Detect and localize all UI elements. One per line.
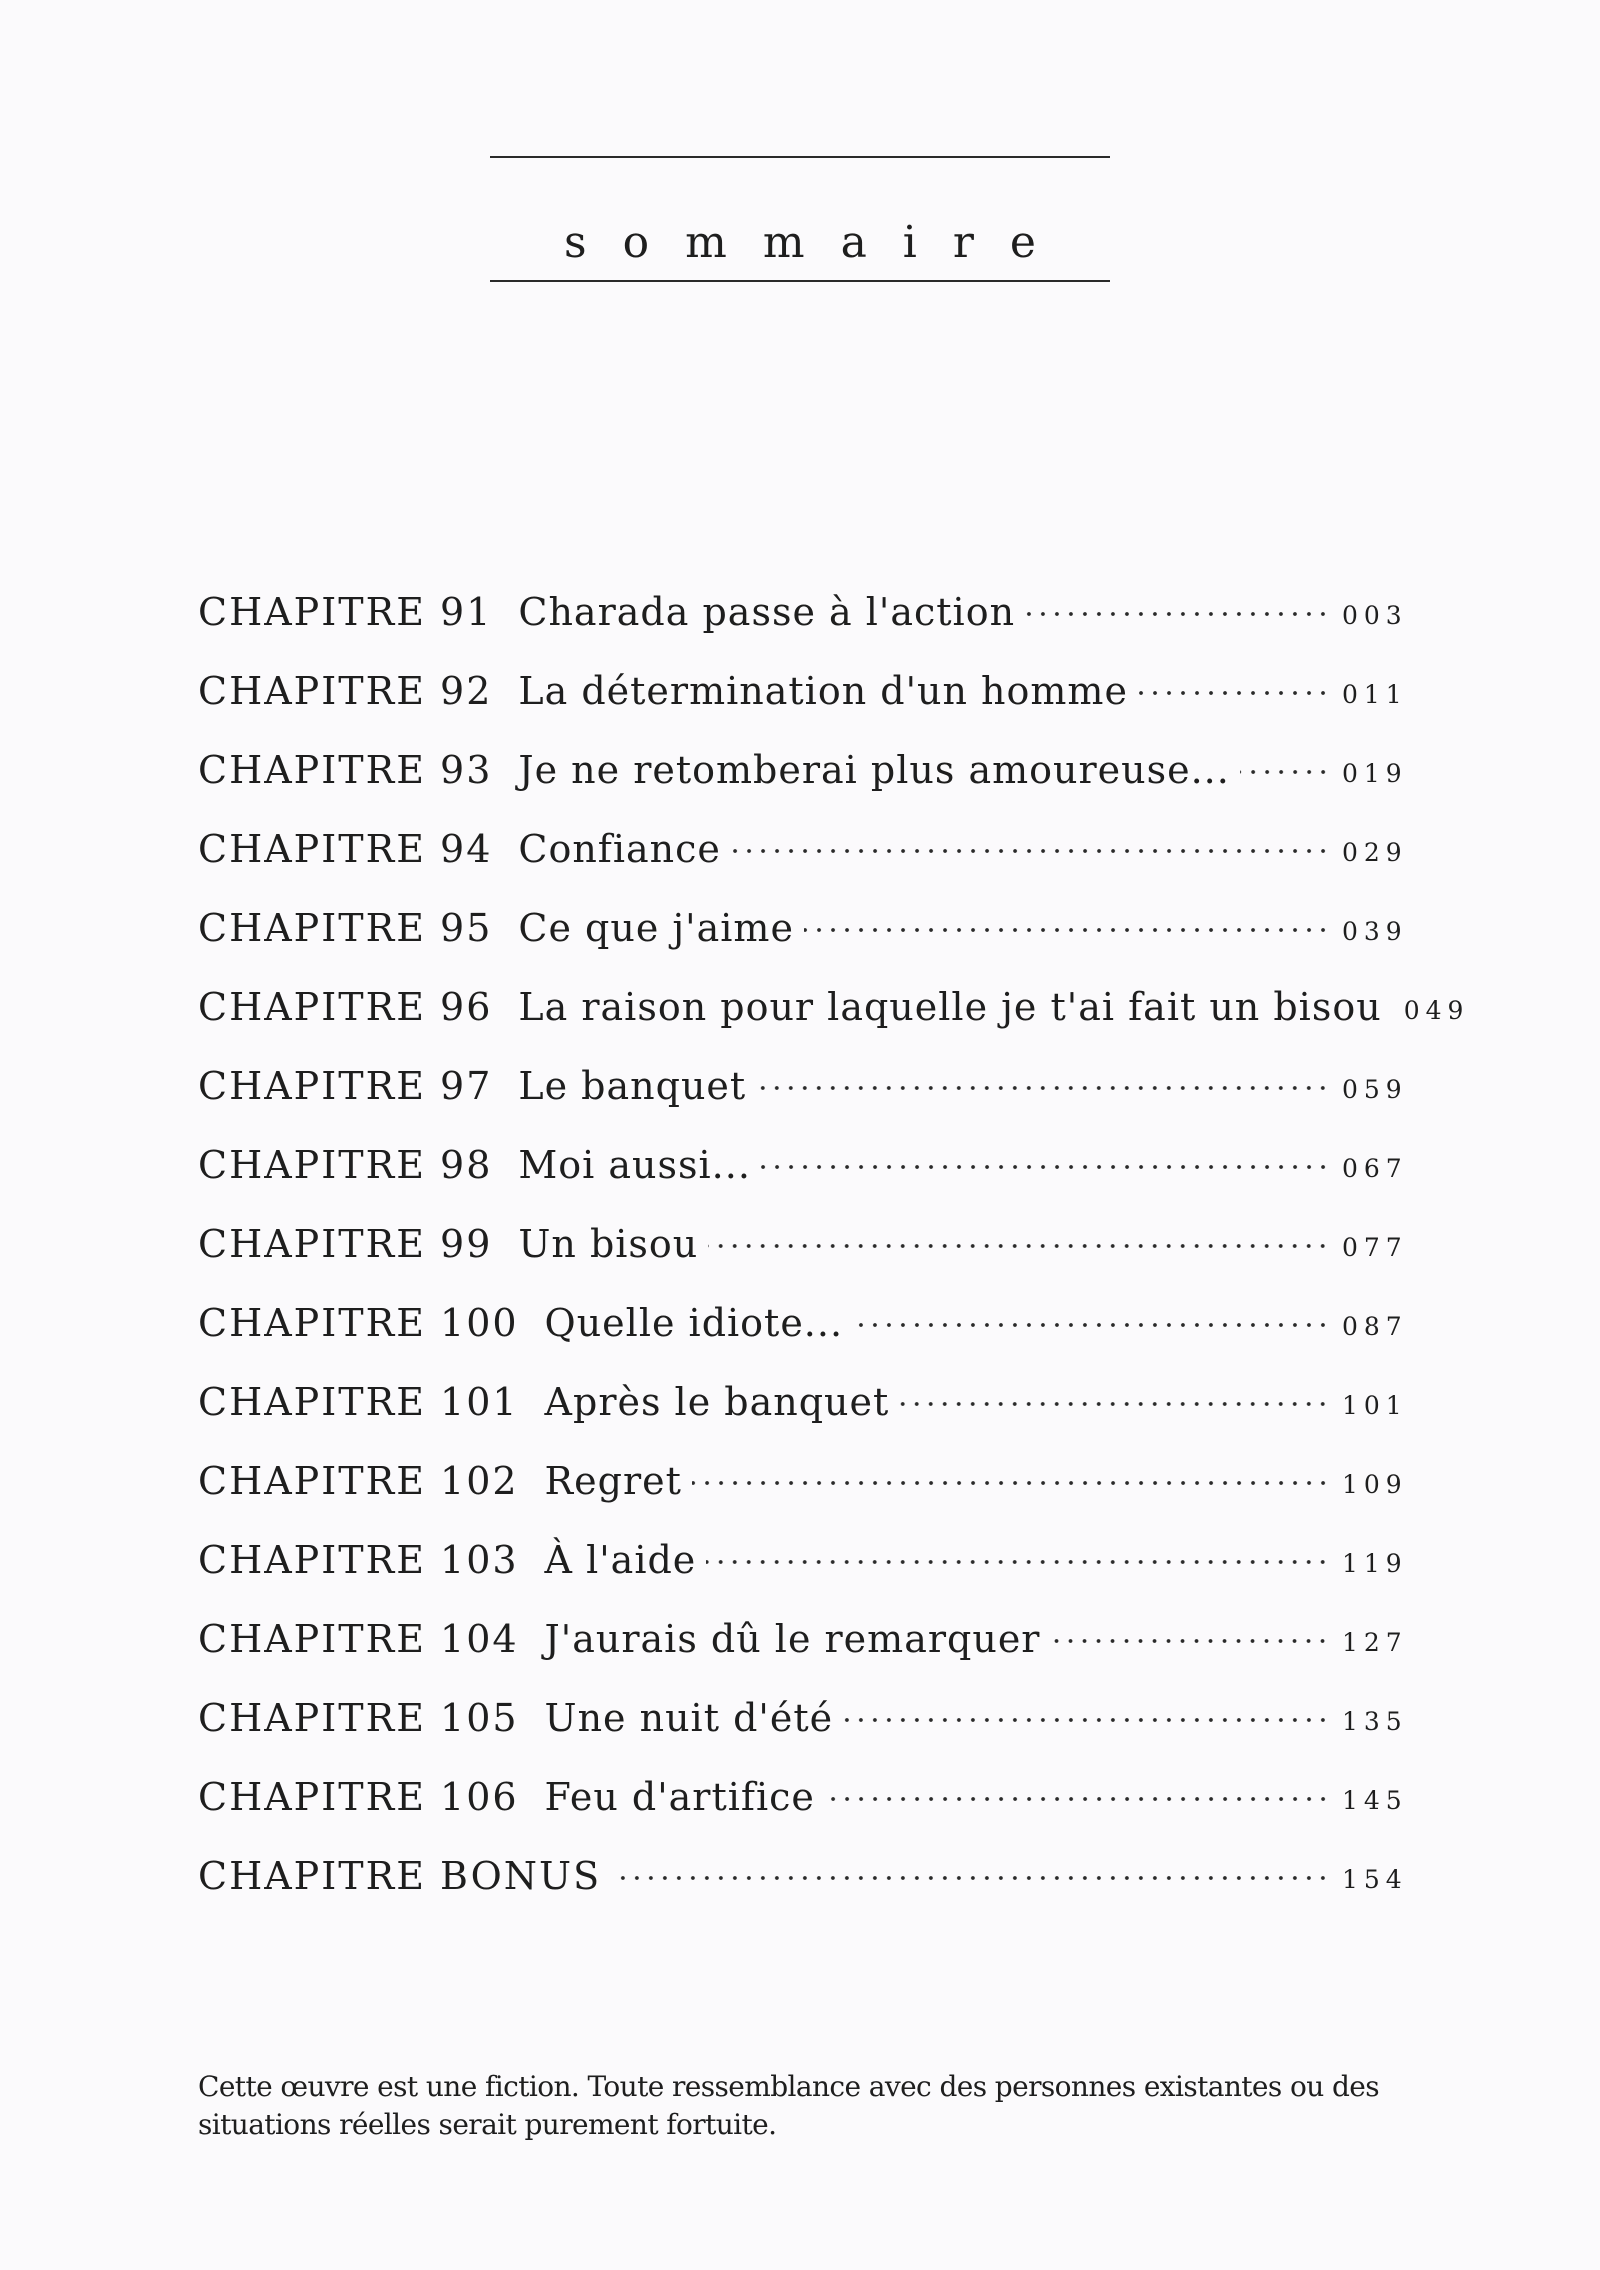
- page-title: sommaire: [564, 217, 1072, 269]
- page-number: 039: [1342, 917, 1408, 946]
- title-block: [490, 156, 1110, 282]
- dot-leader: [1240, 769, 1330, 775]
- toc-row: [198, 1757, 1406, 1836]
- toc-row: [198, 1836, 1406, 1915]
- chapter-title: Ce que j'aime: [518, 905, 794, 950]
- page-number: 011: [1342, 680, 1408, 709]
- dot-leader: [706, 1559, 1330, 1565]
- chapter-number: CHAPITRE 91: [198, 589, 493, 634]
- chapter-title: La raison pour laquelle je t'ai fait un bisou: [518, 984, 1382, 1029]
- chapter-number: CHAPITRE 95: [198, 905, 493, 950]
- page-number: 067: [1342, 1154, 1408, 1183]
- toc-row: [198, 572, 1406, 651]
- chapter-number: CHAPITRE BONUS: [198, 1853, 602, 1898]
- toc-row: [198, 1520, 1406, 1599]
- toc-row: [198, 1046, 1406, 1125]
- chapter-title: Une nuit d'été: [544, 1695, 834, 1740]
- dot-leader: [611, 1875, 1330, 1881]
- toc-row: [198, 967, 1470, 1046]
- toc-row: [198, 809, 1406, 888]
- chapter-title: Regret: [544, 1458, 682, 1503]
- page-number: 127: [1342, 1628, 1408, 1657]
- chapter-title: J'aurais dû le remarquer: [544, 1616, 1041, 1661]
- chapter-title: Un bisou: [518, 1221, 699, 1266]
- toc-row: [198, 651, 1406, 730]
- title-rule-top: [490, 156, 1110, 158]
- chapter-title: Feu d'artifice: [544, 1774, 815, 1819]
- toc-row: [198, 1125, 1406, 1204]
- dot-leader: [692, 1480, 1330, 1486]
- dot-leader: [825, 1796, 1330, 1802]
- chapter-number: CHAPITRE 103: [198, 1537, 519, 1582]
- chapter-number: CHAPITRE 101: [198, 1379, 519, 1424]
- toc-row: [198, 888, 1406, 967]
- page-number: 119: [1342, 1549, 1408, 1578]
- chapter-title: Moi aussi...: [518, 1142, 751, 1187]
- chapter-title: Le banquet: [518, 1063, 747, 1108]
- page-number: 109: [1342, 1470, 1408, 1499]
- chapter-number: CHAPITRE 97: [198, 1063, 493, 1108]
- toc-row: [198, 1599, 1406, 1678]
- page-number: 087: [1342, 1312, 1408, 1341]
- chapter-number: CHAPITRE 102: [198, 1458, 519, 1503]
- page-number: 049: [1403, 996, 1470, 1025]
- toc-row: [198, 1362, 1406, 1441]
- chapter-title: Je ne retomberai plus amoureuse...: [518, 747, 1230, 792]
- dot-leader: [761, 1164, 1330, 1170]
- toc-row: [198, 730, 1406, 809]
- chapter-title: Quelle idiote...: [544, 1300, 844, 1345]
- dot-leader: [1025, 611, 1330, 617]
- chapter-number: CHAPITRE 100: [198, 1300, 519, 1345]
- fiction-disclaimer: Cette œuvre est une fiction. Toute ressemblance avec des personnes existantes ou des situations réelles serait purement fortuite.: [198, 2070, 1380, 2141]
- dot-leader: [1050, 1638, 1330, 1644]
- dot-leader: [804, 927, 1330, 933]
- page-number: 019: [1342, 759, 1408, 788]
- chapter-list: [198, 572, 1470, 1915]
- dot-leader: [853, 1322, 1330, 1328]
- toc-row: [198, 1441, 1406, 1520]
- dot-leader: [731, 848, 1330, 854]
- dot-leader: [708, 1243, 1330, 1249]
- page-number: 003: [1342, 601, 1408, 630]
- chapter-title: Charada passe à l'action: [518, 589, 1016, 634]
- toc-row: [198, 1678, 1406, 1757]
- toc-row: [198, 1283, 1406, 1362]
- chapter-number: CHAPITRE 96: [198, 984, 493, 1029]
- page-number: 029: [1342, 838, 1408, 867]
- dot-leader: [1138, 690, 1330, 696]
- page-number: 101: [1342, 1391, 1408, 1420]
- dot-leader: [899, 1401, 1330, 1407]
- chapter-title: À l'aide: [544, 1537, 697, 1582]
- chapter-number: CHAPITRE 94: [198, 826, 493, 871]
- dot-leader: [756, 1085, 1330, 1091]
- page-number: 077: [1342, 1233, 1408, 1262]
- page-number: 145: [1342, 1786, 1408, 1815]
- title-rule-bottom: [490, 280, 1110, 282]
- chapter-number: CHAPITRE 105: [198, 1695, 519, 1740]
- chapter-number: CHAPITRE 99: [198, 1221, 493, 1266]
- chapter-title: Confiance: [518, 826, 721, 871]
- dot-leader: [843, 1717, 1330, 1723]
- page-number: 154: [1342, 1865, 1408, 1894]
- chapter-title: Après le banquet: [544, 1379, 890, 1424]
- chapter-number: CHAPITRE 92: [198, 668, 493, 713]
- chapter-number: CHAPITRE 98: [198, 1142, 493, 1187]
- page-number: 135: [1342, 1707, 1408, 1736]
- chapter-title: La détermination d'un homme: [518, 668, 1128, 713]
- chapter-number: CHAPITRE 106: [198, 1774, 519, 1819]
- chapter-number: CHAPITRE 104: [198, 1616, 519, 1661]
- toc-row: [198, 1204, 1406, 1283]
- page-number: 059: [1342, 1075, 1408, 1104]
- chapter-number: CHAPITRE 93: [198, 747, 493, 792]
